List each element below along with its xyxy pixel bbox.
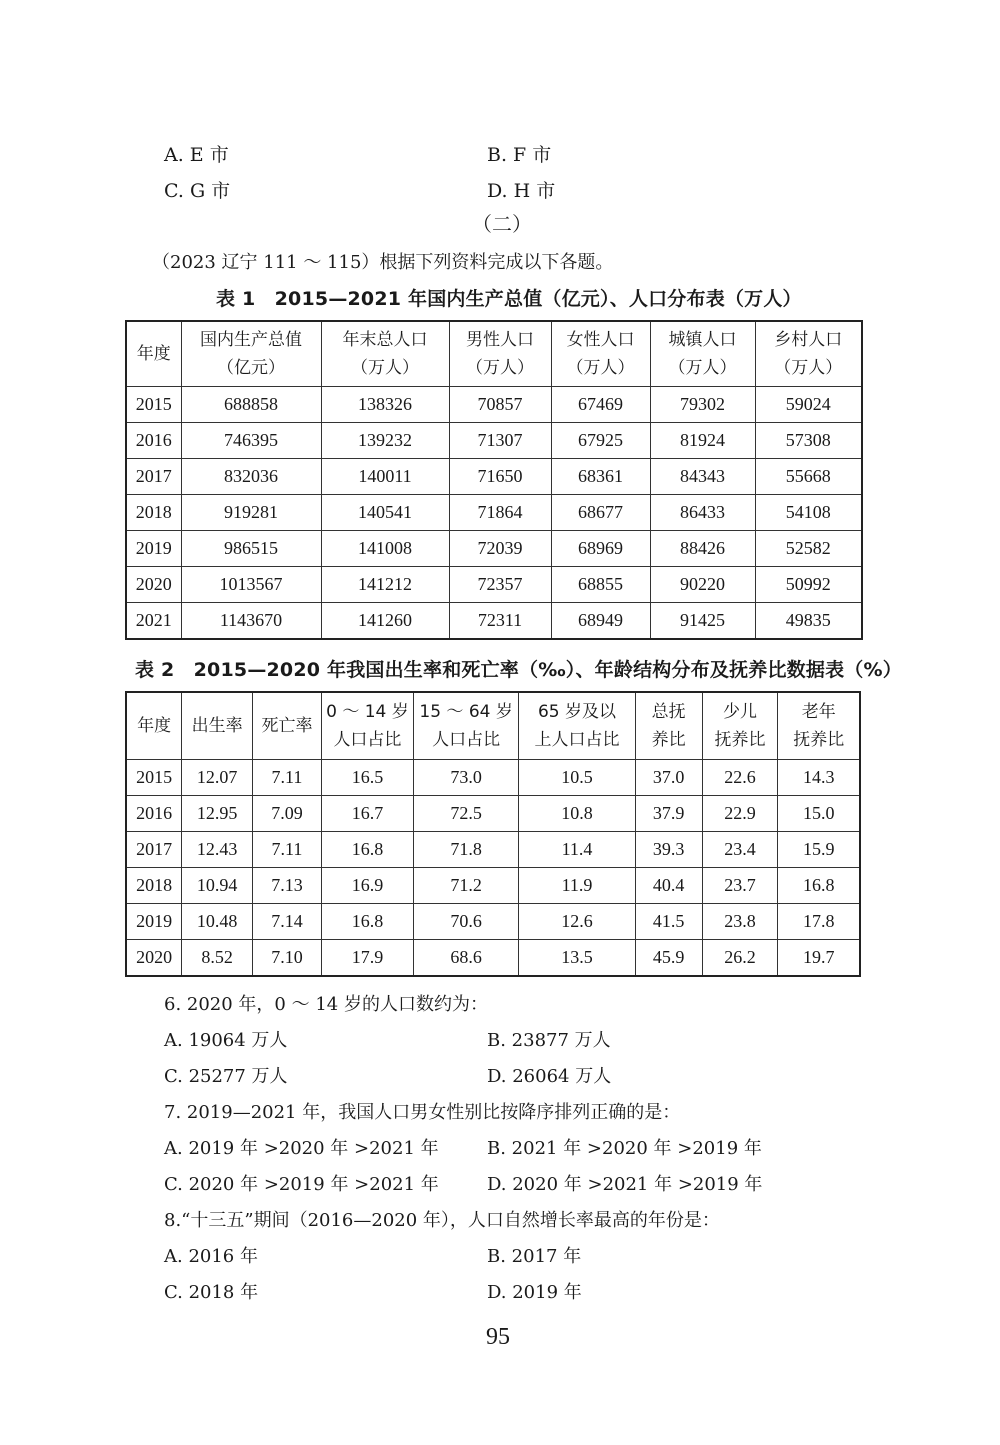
table2-header-cell: 65 岁及以 上人口占比 (519, 692, 635, 759)
material-intro: （2023 辽宁 111 ～ 115）根据下列资料完成以下各题。 (152, 252, 614, 273)
question-6-stem: 6. 2020 年，0 ～ 14 岁的人口数约为： (164, 994, 488, 1015)
page-number: 95 (486, 1324, 510, 1350)
question-8-option-d: D. 2019 年 (487, 1282, 582, 1303)
question-7-stem: 7. 2019—2021 年，我国人口男女性别比按降序排列正确的是： (164, 1102, 681, 1123)
table-row: 2019 10.48 7.14 16.8 70.6 12.6 41.5 23.8 17.8 (126, 903, 860, 939)
table1-header-cell: 男性人口 （万人） (449, 321, 551, 386)
section-heading: （二） (472, 212, 532, 236)
question-6-option-b: B. 23877 万人 (487, 1030, 611, 1051)
table-row: 2020 1013567 141212 72357 68855 90220 50992 (126, 566, 862, 602)
table2-header-cell: 年度 (126, 692, 182, 759)
question-6-option-a: A. 19064 万人 (164, 1030, 288, 1051)
table2-header-cell: 0 ～ 14 岁 人口占比 (321, 692, 413, 759)
table-row: 2017 832036 140011 71650 68361 84343 55668 (126, 458, 862, 494)
table-row: 2019 986515 141008 72039 68969 88426 52582 (126, 530, 862, 566)
question-8-option-c: C. 2018 年 (164, 1282, 259, 1303)
prev-option-b: B. F 市 (487, 144, 552, 166)
table2-header-cell: 死亡率 (253, 692, 322, 759)
table-row: 2020 8.52 7.10 17.9 68.6 13.5 45.9 26.2 19.7 (126, 939, 860, 976)
table2-header-cell: 总抚 养比 (635, 692, 702, 759)
question-7-option-a: A. 2019 年 >2020 年 >2021 年 (164, 1138, 439, 1159)
table-row: 2018 10.94 7.13 16.9 71.2 11.9 40.4 23.7 16.8 (126, 867, 860, 903)
question-6-option-d: D. 26064 万人 (487, 1066, 612, 1087)
question-7-option-b: B. 2021 年 >2020 年 >2019 年 (487, 1138, 762, 1159)
table2-header-cell: 15 ～ 64 岁 人口占比 (414, 692, 519, 759)
table2-header-row (126, 692, 860, 759)
prev-option-c: C. G 市 (164, 180, 231, 202)
table2-header-cell: 老年 抚养比 (778, 692, 860, 759)
table1-header-cell: 女性人口 （万人） (551, 321, 650, 386)
question-7-option-c: C. 2020 年 >2019 年 >2021 年 (164, 1174, 439, 1195)
table-row: 2018 919281 140541 71864 68677 86433 54108 (126, 494, 862, 530)
question-8-stem: 8.“十三五”期间（2016—2020 年），人口自然增长率最高的年份是： (164, 1210, 720, 1231)
question-8-option-a: A. 2016 年 (164, 1246, 258, 1267)
table2-header-cell: 出生率 (182, 692, 253, 759)
table1-header-cell: 城镇人口 （万人） (650, 321, 755, 386)
table2-header-cell: 少儿 抚养比 (702, 692, 778, 759)
table2-title: 表 2 2015—2020 年我国出生率和死亡率（‰）、年龄结构分布及抚养比数据表（%） (135, 659, 902, 681)
table-row: 2021 1143670 141260 72311 68949 91425 49835 (126, 602, 862, 639)
question-6-option-c: C. 25277 万人 (164, 1066, 288, 1087)
table-row: 2016 746395 139232 71307 67925 81924 57308 (126, 422, 862, 458)
table1-header-cell: 乡村人口 （万人） (755, 321, 862, 386)
prev-option-d: D. H 市 (487, 180, 556, 202)
table1-header-cell: 国内生产总值 （亿元） (181, 321, 321, 386)
question-7-option-d: D. 2020 年 >2021 年 >2019 年 (487, 1174, 763, 1195)
question-8-option-b: B. 2017 年 (487, 1246, 582, 1267)
table2 (125, 691, 861, 977)
table-row: 2017 12.43 7.11 16.8 71.8 11.4 39.3 23.4 15.9 (126, 831, 860, 867)
table1-header-row (126, 321, 862, 386)
table-row: 2016 12.95 7.09 16.7 72.5 10.8 37.9 22.9 15.0 (126, 795, 860, 831)
table1-header-cell: 年末总人口 （万人） (321, 321, 449, 386)
table1-title: 表 1 2015—2021 年国内生产总值（亿元）、人口分布表（万人） (216, 288, 802, 310)
table-row: 2015 688858 138326 70857 67469 79302 59024 (126, 386, 862, 422)
prev-option-a: A. E 市 (164, 144, 229, 166)
table1 (125, 320, 863, 640)
table1-header-cell: 年度 (126, 321, 181, 386)
table-row: 2015 12.07 7.11 16.5 73.0 10.5 37.0 22.6 14.3 (126, 759, 860, 795)
